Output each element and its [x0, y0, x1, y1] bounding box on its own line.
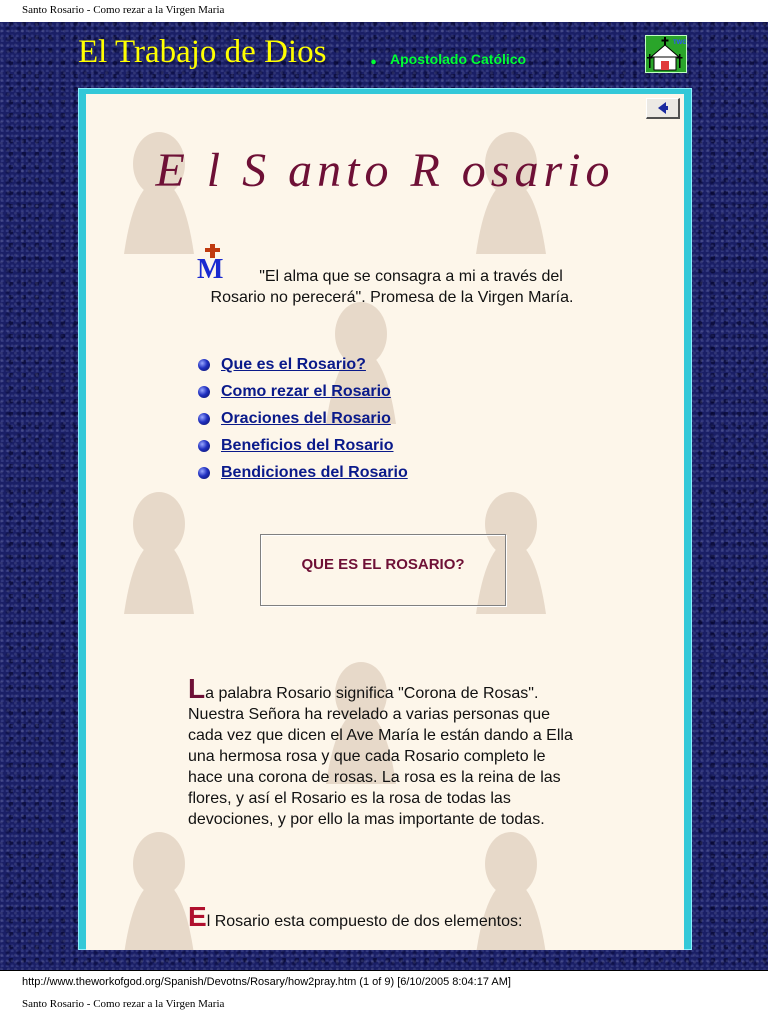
link-beneficios[interactable]: Beneficios del Rosario [221, 437, 394, 454]
svg-text:M: M [197, 254, 224, 282]
bullet-icon [198, 440, 210, 452]
drop-cap: L [188, 673, 206, 704]
link-bendiciones[interactable]: Bendiciones del Rosario [221, 464, 408, 481]
bullet-icon [198, 386, 210, 398]
paragraph-text: a palabra Rosario significa "Corona de Rosas". Nuestra Señora ha revelado a varias personas que cada vez que dicen el Ave María le están dando a Ella una hermosa rosa y que cada Rosario completo le hace una corona de rosas. La rosa es la reina de las flores, y así el Rosario es la rosa de todas las devociones, y por ello la mas importante de todas. [188, 685, 573, 828]
quote-text: "El alma que se consagra a mi a través del Rosario no perecerá". Promesa de la Virgen María. [210, 268, 574, 306]
back-arrow-icon [647, 99, 679, 117]
site-title-dot: . [370, 40, 377, 71]
virgin-watermark-icon [114, 484, 204, 614]
site-subtitle: Apostolado Católico [390, 51, 527, 67]
bullet-icon [198, 413, 210, 425]
section-heading: QUE ES EL ROSARIO? [301, 556, 465, 573]
print-header: Santo Rosario - Como rezar a la Virgen Maria [0, 0, 768, 22]
back-button[interactable] [646, 98, 680, 119]
link-como-rezar[interactable]: Como rezar el Rosario [221, 383, 391, 400]
print-footer-title: Santo Rosario - Como rezar a la Virgen Maria [22, 998, 225, 1010]
print-footer-url: http://www.theworkofgod.org/Spanish/Devotns/Rosary/how2pray.htm (1 of 9) [6/10/2005 8:04:17 AM] [22, 976, 511, 988]
bullet-icon [198, 359, 210, 371]
bullet-icon [198, 467, 210, 479]
link-que-es-el-rosario[interactable]: Que es el Rosario? [221, 356, 366, 373]
page-title: E l S anto R osario [155, 144, 615, 197]
paragraph-rosario-elements [188, 901, 578, 932]
church-home-icon[interactable] [645, 35, 687, 73]
site-title[interactable]: El Trabajo de Dios [78, 34, 327, 70]
paragraph-rosario-meaning [188, 673, 578, 830]
virgin-promise-quote [196, 266, 588, 308]
link-oraciones[interactable]: Oraciones del Rosario [221, 410, 391, 427]
drop-cap: E [188, 901, 207, 932]
church-icon-label: TWG [673, 40, 686, 46]
page-break-line [0, 970, 768, 971]
paragraph-text: l Rosario esta compuesto de dos elementos: [206, 913, 523, 930]
church-icon [646, 36, 686, 72]
